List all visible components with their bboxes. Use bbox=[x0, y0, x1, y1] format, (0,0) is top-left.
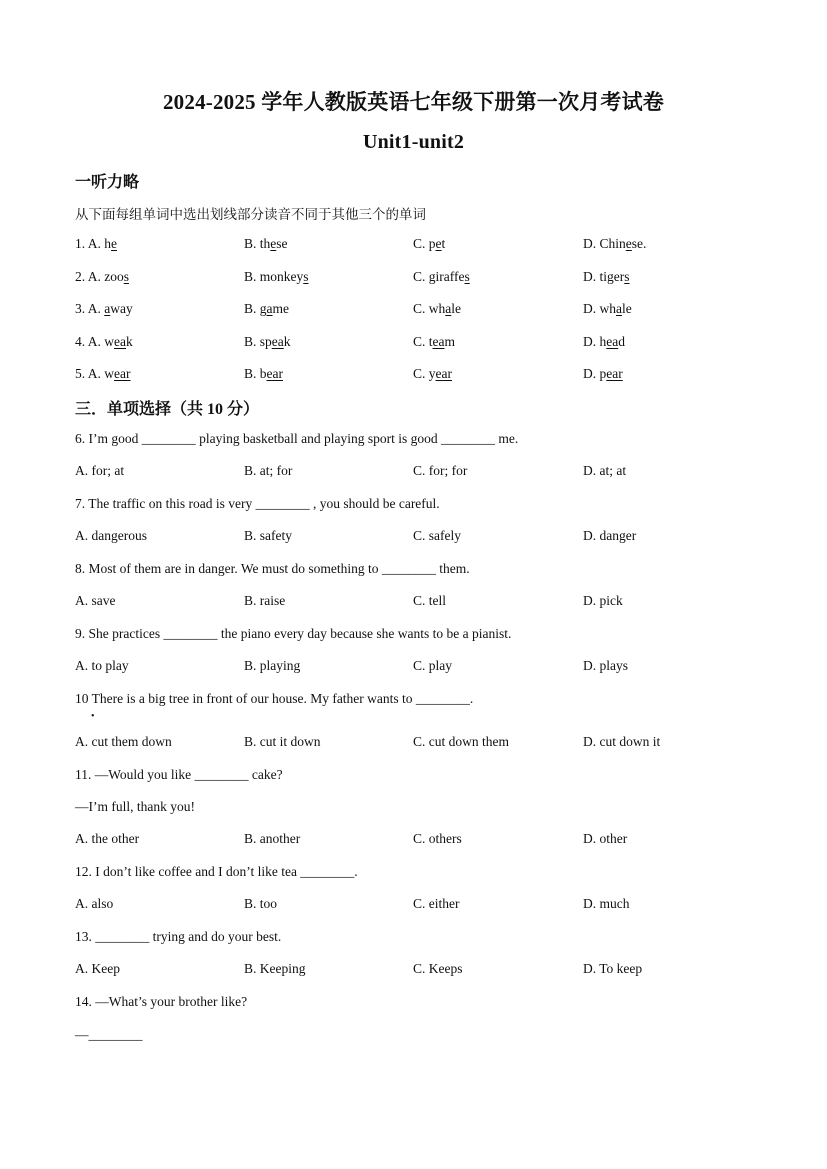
question-11-options bbox=[0, 831, 827, 851]
question-9: 9. She practices ________ the piano every day because she wants to be a pianist. bbox=[75, 626, 512, 641]
option-text: 4. A. w bbox=[75, 334, 115, 349]
pronunciation-question-1 bbox=[0, 236, 827, 256]
option-d[interactable] bbox=[583, 334, 625, 350]
question-10-options bbox=[0, 734, 827, 754]
option-a[interactable]: A. to play bbox=[75, 658, 129, 673]
option-d[interactable] bbox=[583, 236, 646, 252]
option-b[interactable]: B. playing bbox=[244, 658, 301, 673]
underlined-sound: ea bbox=[271, 334, 284, 349]
question-12: 12. I don’t like coffee and I don’t like tea ________. bbox=[75, 864, 358, 879]
option-a[interactable] bbox=[75, 334, 133, 350]
option-c[interactable]: C. play bbox=[413, 658, 452, 673]
option-text: D. p bbox=[583, 366, 607, 381]
option-d[interactable]: D. To keep bbox=[583, 961, 643, 976]
underlined-sound: ear bbox=[266, 366, 283, 381]
underlined-sound: a bbox=[266, 301, 273, 316]
option-text: B. sp bbox=[244, 334, 272, 349]
underlined-sound: ear bbox=[435, 366, 452, 381]
exam-title: 2024-2025 学年人教版英语七年级下册第一次月考试卷 bbox=[162, 90, 665, 114]
option-a[interactable]: A. for; at bbox=[75, 463, 125, 478]
option-b[interactable]: B. cut it down bbox=[244, 734, 321, 749]
question-6: 6. I’m good ________ playing basketball and playing sport is good ________ me. bbox=[75, 431, 519, 446]
option-c[interactable]: C. either bbox=[413, 896, 460, 911]
underlined-sound: a bbox=[445, 301, 452, 316]
option-b[interactable]: B. another bbox=[244, 831, 301, 846]
option-c[interactable]: C. Keeps bbox=[413, 961, 463, 976]
option-c[interactable] bbox=[413, 366, 452, 382]
underlined-sound: s bbox=[303, 269, 309, 284]
option-text: B. b bbox=[244, 366, 267, 381]
option-a[interactable]: A. dangerous bbox=[75, 528, 147, 543]
option-text: 2. A. zoo bbox=[75, 269, 124, 284]
option-d[interactable] bbox=[583, 301, 632, 317]
option-text: D. Chin bbox=[583, 236, 626, 251]
option-text: me bbox=[272, 301, 290, 316]
dot-mark: • bbox=[91, 711, 95, 722]
pronunciation-question-3 bbox=[0, 301, 827, 321]
option-text: 5. A. w bbox=[75, 366, 115, 381]
question-8: 8. Most of them are in danger. We must do something to ________ them. bbox=[75, 561, 470, 576]
option-text: D. tiger bbox=[583, 269, 625, 284]
option-b[interactable]: B. Keeping bbox=[244, 961, 306, 976]
question-6-options bbox=[0, 463, 827, 483]
underlined-sound: s bbox=[123, 269, 130, 284]
option-b[interactable] bbox=[244, 334, 291, 350]
option-c[interactable] bbox=[413, 334, 455, 350]
option-b[interactable]: B. too bbox=[244, 896, 278, 911]
option-text: D. h bbox=[583, 334, 607, 349]
option-text: B. monkey bbox=[244, 269, 304, 284]
question-9-options bbox=[0, 658, 827, 678]
option-text: le bbox=[622, 301, 632, 316]
option-d[interactable]: D. at; at bbox=[583, 463, 627, 478]
option-a[interactable]: A. Keep bbox=[75, 961, 120, 976]
underlined-sound: s bbox=[624, 269, 630, 284]
option-d[interactable]: D. pick bbox=[583, 593, 623, 608]
option-text: d bbox=[618, 334, 625, 349]
option-text: C. giraffe bbox=[413, 269, 465, 284]
question-13-options bbox=[0, 961, 827, 981]
question-11: 11. —Would you like ________ cake? bbox=[75, 767, 283, 782]
pronunciation-question-5 bbox=[0, 366, 827, 386]
underlined-sound: e bbox=[435, 236, 442, 251]
option-a[interactable]: A. cut them down bbox=[75, 734, 172, 749]
underlined-sound: e bbox=[111, 236, 118, 251]
option-b[interactable] bbox=[244, 269, 309, 285]
section-listening-heading: 一听力略 bbox=[75, 174, 140, 191]
option-text: se bbox=[276, 236, 288, 251]
option-text: C. p bbox=[413, 236, 436, 251]
underlined-sound: a bbox=[616, 301, 622, 316]
section-pronunciation-instruction: 从下面每组单词中选出划线部分读音不同于其他三个的单词 bbox=[75, 207, 426, 222]
underlined-sound: e bbox=[625, 236, 632, 251]
question-10: 10 There is a big tree in front of our house. My father wants to ________. bbox=[75, 691, 474, 706]
underlined-sound: ear bbox=[114, 366, 131, 381]
pronunciation-question-4 bbox=[0, 334, 827, 354]
option-a[interactable]: A. also bbox=[75, 896, 114, 911]
option-text: k bbox=[126, 334, 133, 349]
question-12-options bbox=[0, 896, 827, 916]
underlined-sound: ea bbox=[114, 334, 126, 349]
option-c[interactable]: C. safely bbox=[413, 528, 461, 543]
option-d[interactable]: D. cut down it bbox=[583, 734, 661, 749]
option-c[interactable] bbox=[413, 236, 445, 252]
option-a[interactable]: A. save bbox=[75, 593, 116, 608]
pronunciation-question-2 bbox=[0, 269, 827, 289]
underlined-sound: a bbox=[104, 301, 111, 316]
question-7: 7. The traffic on this road is very ________ , you should be careful. bbox=[75, 496, 440, 511]
option-text: k bbox=[283, 334, 291, 349]
option-b[interactable] bbox=[244, 301, 289, 317]
question-7-options bbox=[0, 528, 827, 548]
option-a[interactable] bbox=[75, 269, 129, 285]
option-a[interactable] bbox=[75, 366, 131, 382]
option-b[interactable]: B. safety bbox=[244, 528, 292, 543]
option-c[interactable]: C. others bbox=[413, 831, 462, 846]
underlined-sound: ea bbox=[432, 334, 445, 349]
option-c[interactable]: C. cut down them bbox=[413, 734, 509, 749]
question-11-reply: —I’m full, thank you! bbox=[75, 799, 195, 814]
option-a[interactable] bbox=[75, 236, 117, 252]
option-d[interactable]: D. plays bbox=[583, 658, 628, 673]
option-text: B. th bbox=[244, 236, 271, 251]
option-b[interactable]: B. at; for bbox=[244, 463, 293, 478]
option-text: D. wh bbox=[583, 301, 616, 316]
option-a[interactable]: A. the other bbox=[75, 831, 140, 846]
option-text: le bbox=[451, 301, 462, 316]
question-14-reply: —________ bbox=[75, 1027, 143, 1042]
underlined-sound: ear bbox=[606, 366, 623, 381]
option-text: se. bbox=[631, 236, 647, 251]
question-13: 13. ________ trying and do your best. bbox=[75, 929, 282, 944]
option-d[interactable]: D. other bbox=[583, 831, 628, 846]
underlined-sound: s bbox=[464, 269, 470, 284]
option-text: 1. A. h bbox=[75, 236, 112, 251]
option-d[interactable] bbox=[583, 269, 630, 285]
option-text: way bbox=[110, 301, 133, 316]
underlined-sound: ea bbox=[606, 334, 619, 349]
option-text: m bbox=[444, 334, 456, 349]
option-b[interactable] bbox=[244, 236, 288, 252]
option-d[interactable] bbox=[583, 366, 623, 382]
option-text: B. g bbox=[244, 301, 267, 316]
option-b[interactable]: B. raise bbox=[244, 593, 286, 608]
option-d[interactable]: D. much bbox=[583, 896, 630, 911]
section-multiple-choice-heading: 三．单项选择（共 10 分） bbox=[75, 401, 260, 418]
option-c[interactable] bbox=[413, 269, 470, 285]
option-text: C. wh bbox=[413, 301, 446, 316]
option-text: 3. A. bbox=[75, 301, 105, 316]
option-text: t bbox=[441, 236, 446, 251]
option-c[interactable]: C. tell bbox=[413, 593, 446, 608]
question-14: 14. —What’s your brother like? bbox=[75, 994, 248, 1009]
option-text: C. y bbox=[413, 366, 436, 381]
option-text: C. t bbox=[413, 334, 433, 349]
question-8-options bbox=[0, 593, 827, 613]
option-a[interactable] bbox=[75, 301, 133, 317]
option-b[interactable] bbox=[244, 366, 283, 382]
option-c[interactable]: C. for; for bbox=[413, 463, 468, 478]
option-c[interactable] bbox=[413, 301, 461, 317]
underlined-sound: e bbox=[270, 236, 277, 251]
exam-subtitle: Unit1-unit2 bbox=[362, 131, 465, 153]
option-d[interactable]: D. danger bbox=[583, 528, 637, 543]
